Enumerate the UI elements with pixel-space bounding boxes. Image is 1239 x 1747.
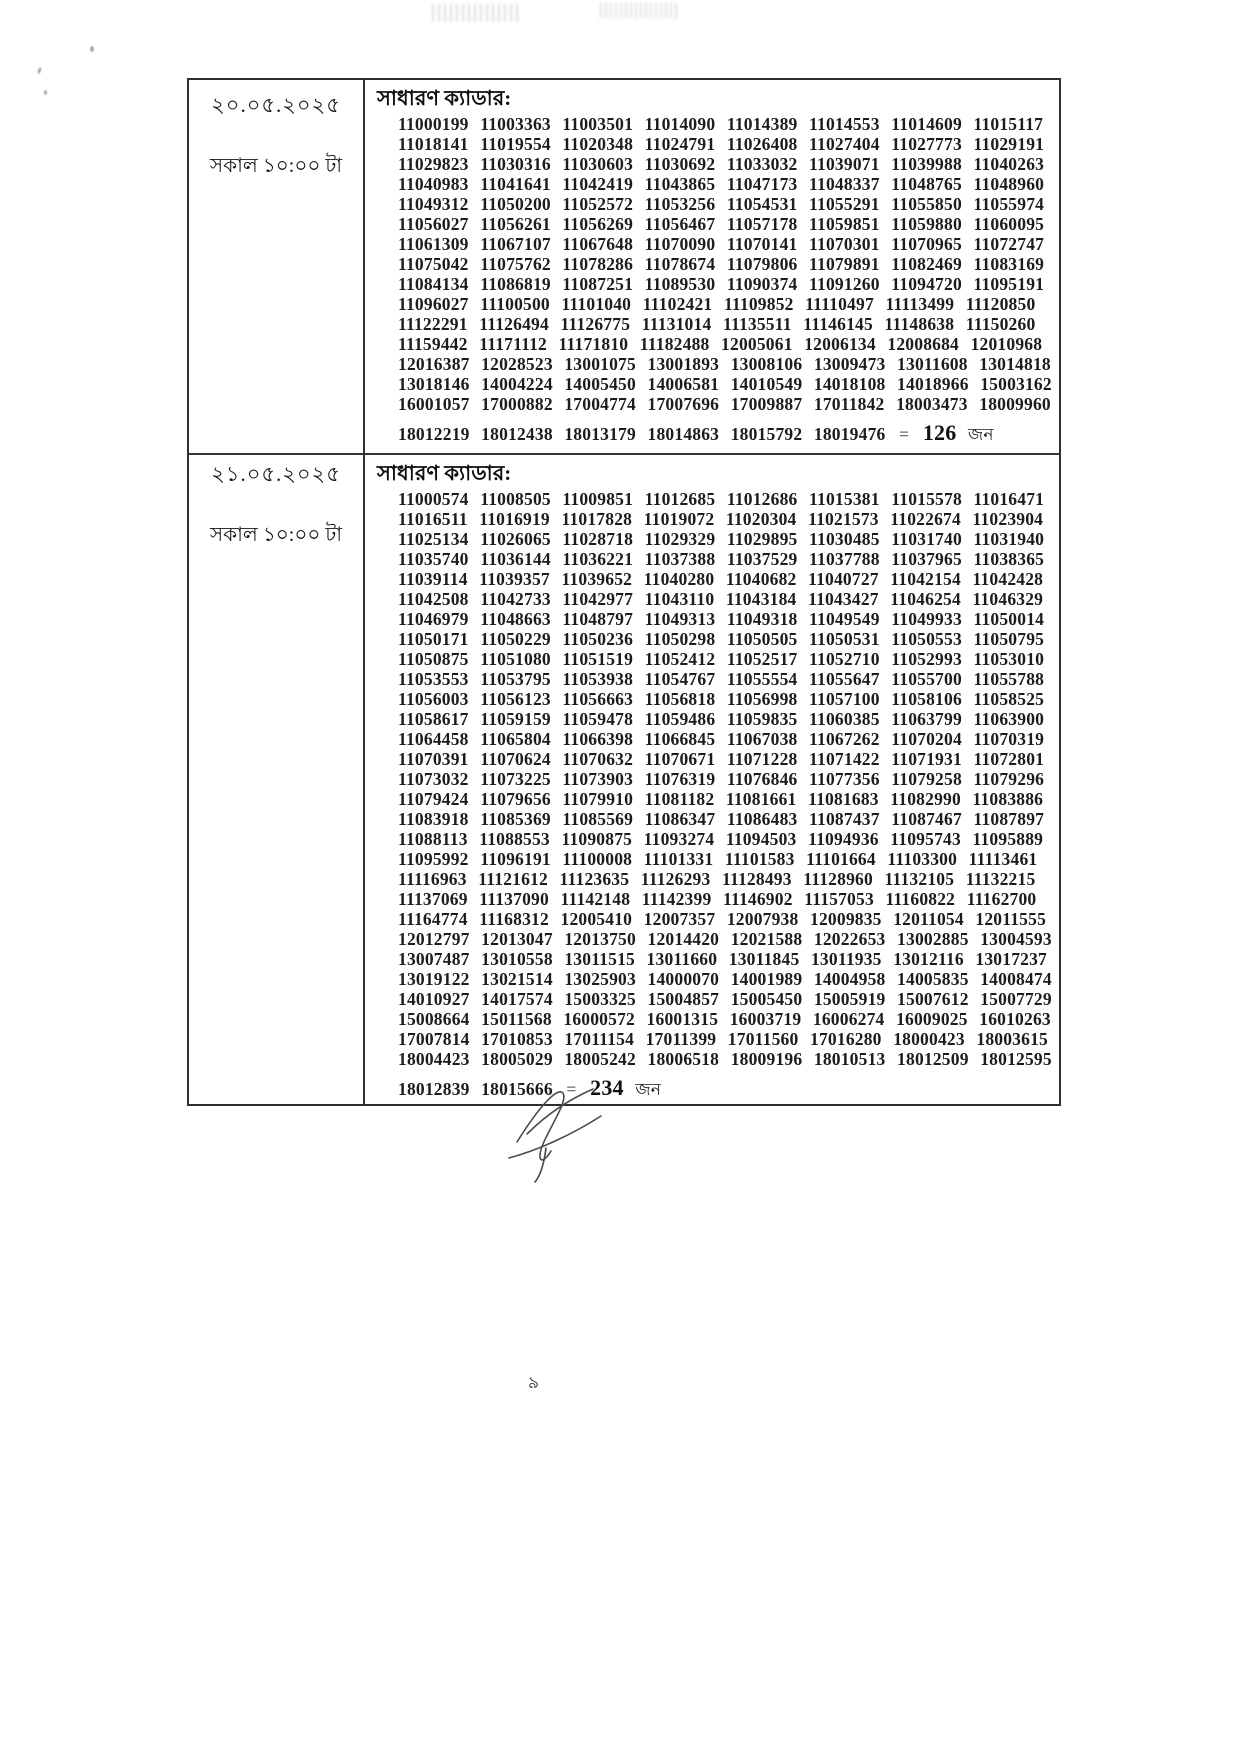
roll-number-row: 11050171 11050229 11050236 11050298 11050505 11050531 11050553 11050795 [398,629,1045,649]
session-1-roll-cell [365,80,1059,453]
roll-number-row: 13018146 14004224 14005450 14006581 14010549 14018108 14018966 15003162 [398,374,1052,394]
total-unit-label: জন [635,1080,662,1099]
roll-number-row: 11095992 11096191 11100008 11101331 11101583 11101664 11103300 11113461 [398,849,1038,869]
roll-number-row: 11056027 11056261 11056269 11056467 11057178 11059851 11059880 11060095 [398,214,1045,234]
session-2-roll-cell [365,455,1059,1104]
signature [497,1078,609,1186]
roll-number-row: 11039114 11039357 11039652 11040280 11040682 11040727 11042154 11042428 [398,569,1044,589]
roll-number-row: 11064458 11065804 11066398 11066845 11067038 11067262 11070204 11070319 [398,729,1045,749]
roll-number-row: 11000574 11008505 11009851 11012685 11012686 11015381 11015578 11016471 [398,489,1045,509]
roll-number-row: 11053553 11053795 11053938 11054767 11055554 11055647 11055700 11055788 [398,669,1045,689]
page-number: ৯ [528,1373,540,1392]
roll-number-row: 11035740 11036144 11036221 11037388 11037529 11037788 11037965 11038365 [398,549,1045,569]
roll-number-row: 17007814 17010853 17011154 17011399 17011560 17016280 18000423 18003615 [398,1029,1048,1049]
roll-number-row: 11079424 11079656 11079910 11081182 11081661 11081683 11082990 11083886 [398,789,1044,809]
roll-number-row: 11083918 11085369 11085569 11086347 11086483 11087437 11087467 11087897 [398,809,1045,829]
roll-number-row: 11040983 11041641 11042419 11043865 11047173 11048337 11048765 11048960 [398,174,1045,194]
roll-number-row: 13019122 13021514 13025903 14000070 14001989 14004958 14005835 14008474 [398,969,1052,989]
roll-number-row: 11058617 11059159 11059478 11059486 11059835 11060385 11063799 11063900 [398,709,1045,729]
exam-schedule-table [187,78,1061,1106]
roll-number-row: 11073032 11073225 11073903 11076319 11076846 11077356 11079258 11079296 [398,769,1045,789]
roll-number-row: 11116963 11121612 11123635 11126293 11128493 11128960 11132105 11132215 [398,869,1036,889]
session-2-datetime-cell [189,455,365,1104]
roll-number-row: 11070391 11070624 11070632 11070671 11071228 11071422 11071931 11072801 [398,749,1045,769]
roll-number-row: 11096027 11100500 11101040 11102421 11109852 11110497 11113499 11120850 [398,294,1036,314]
roll-number-row: 11042508 11042733 11042977 11043110 11043184 11043427 11046254 11046329 [398,589,1044,609]
scan-speck [44,90,47,95]
cadre-heading: সাধারণ ক্যাডার: [377,86,512,110]
exam-date: ২১.০৫.২০২৫ [211,462,341,486]
roll-number-row: 11046979 11048663 11048797 11049313 11049318 11049549 11049933 11050014 [398,609,1045,629]
total-count: 126 [922,420,957,445]
roll-number-row: 11050875 11051080 11051519 11052412 11052517 11052710 11052993 11053010 [398,649,1045,669]
roll-number-row: 15008664 15011568 16000572 16001315 16003719 16006274 16009025 16010263 [398,1009,1051,1029]
roll-number-row: 11000199 11003363 11003501 11014090 11014389 11014553 11014609 11015117 [398,114,1044,134]
session-row-1 [189,80,1059,455]
roll-number-row: 13007487 13010558 13011515 13011660 13011845 13011935 13012116 13017237 [398,949,1047,969]
cadre-heading: সাধারণ ক্যাডার: [377,461,512,485]
bleed-through-artifact [600,3,678,19]
roll-number-row: 18004423 18005029 18005242 18006518 18009196 18010513 18012509 18012595 [398,1049,1052,1069]
exam-time: সকাল ১০:০০ টা [209,155,343,177]
roll-number-row: 11159442 11171112 11171810 11182488 12005061 12006134 12008684 12010968 [398,334,1043,354]
roll-number-row: 11084134 11086819 11087251 11089530 11090374 11091260 11094720 11095191 [398,274,1045,294]
session-1-datetime-cell [189,80,365,453]
roll-number-row: 16001057 17000882 17004774 17007696 17009887 17011842 18003473 18009960 [398,394,1051,414]
roll-number-row: 11018141 11019554 11020348 11024791 11026408 11027404 11027773 11029191 [398,134,1045,154]
equals-sign: = [566,1079,577,1099]
session-row-2 [189,455,1059,1104]
scan-speck [37,67,42,75]
roll-number-row: 11049312 11050200 11052572 11053256 11054531 11055291 11055850 11055974 [398,194,1045,214]
bleed-through-artifact [432,4,520,22]
roll-number-row: 11016511 11016919 11017828 11019072 11020304 11021573 11022674 11023904 [398,509,1044,529]
roll-number-row: 11075042 11075762 11078286 11078674 11079806 11079891 11082469 11083169 [398,254,1045,274]
roll-number-row: 11137069 11137090 11142148 11142399 11146902 11157053 11160822 11162700 [398,889,1037,909]
roll-number-row: 11088113 11088553 11090875 11093274 11094503 11094936 11095743 11095889 [398,829,1044,849]
equals-sign: = [899,424,910,444]
total-unit-label: জন [968,425,994,444]
roll-number-row: 11061309 11067107 11067648 11070090 11070141 11070301 11070965 11072747 [398,234,1045,254]
roll-number-final-row [398,420,1059,445]
roll-number-row: 11029823 11030316 11030603 11030692 11033032 11039071 11039988 11040263 [398,154,1045,174]
exam-time: সকাল ১০:০০ টা [209,524,343,546]
roll-number-row: 12016387 12028523 13001075 13001893 13008106 13009473 13011608 13014818 [398,354,1051,374]
roll-number-list [398,489,1059,1069]
roll-number-row: 11122291 11126494 11126775 11131014 11135511 11146145 11148638 11150260 [398,314,1036,334]
scan-speck [90,46,94,52]
final-roll-numbers: 18012219 18012438 18013179 18014863 18015792 18019476 [398,424,886,444]
total-count: 234 [590,1075,624,1100]
roll-number-row: 11056003 11056123 11056663 11056818 11056998 11057100 11058106 11058525 [398,689,1045,709]
roll-number-row: 11164774 11168312 12005410 12007357 12007938 12009835 12011054 12011555 [398,909,1047,929]
roll-number-row: 12012797 12013047 12013750 12014420 12021588 12022653 13002885 13004593 [398,929,1052,949]
exam-date: ২০.০৫.২০২৫ [211,93,341,117]
final-roll-numbers: 18012839 18015666 [398,1079,553,1099]
roll-number-row: 14010927 14017574 15003325 15004857 15005450 15005919 15007612 15007729 [398,989,1052,1009]
roll-number-row: 11025134 11026065 11028718 11029329 11029895 11030485 11031740 11031940 [398,529,1045,549]
roll-number-list [398,114,1059,414]
